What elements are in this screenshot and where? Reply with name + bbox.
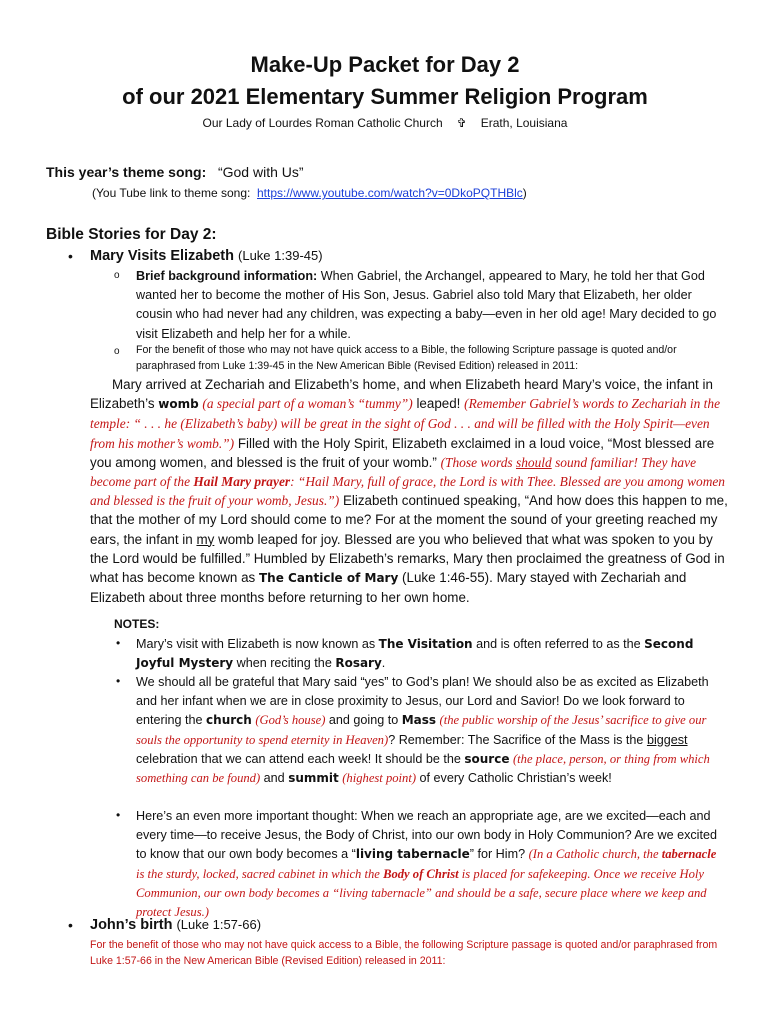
note-text: (Those words	[440, 454, 513, 470]
note-text: and going to	[328, 713, 399, 728]
theme-song-link[interactable]: https://www.youtube.com/watch?v=0DkoPQTHBlc	[257, 186, 523, 200]
term-source: source	[464, 751, 510, 766]
term-visitation: The Visitation	[378, 637, 473, 651]
scripture-text: Mary arrived at Zechariah and Elizabeth’s home, and when Elizabeth heard Mary’s voice, the infant in Elizabeth’s	[90, 377, 713, 412]
scripture-text: Filled with the Holy Spirit, Elizabeth exclaimed in a loud voice, “Most blessed are you among women, and blessed is the fruit of your womb.”	[90, 435, 715, 470]
note-text: of every Catholic Christian’s week!	[419, 771, 612, 786]
note-item-3	[136, 807, 726, 922]
theme-link-line	[92, 186, 527, 200]
scripture-text: Elizabeth continued speaking, “And how does this happen to me, that the mother of my Lord should come to me? For at the moment the sound of your greeting reached my ears, the infant in	[90, 493, 728, 547]
story1-title: Mary Visits Elizabeth	[90, 248, 234, 264]
background-info	[136, 267, 726, 344]
bullet-icon: •	[116, 808, 121, 822]
note-text: celebration that we can attend each week! It should be the	[136, 751, 461, 766]
story1-reference: (Luke 1:39-45)	[238, 248, 323, 263]
note-text: (In a Catholic church, the	[528, 847, 659, 862]
note-text: Here’s an even more important thought: When we reach an appropriate age, are we excited—each and every time—to receive Jesus, the Body of Christ, into our own body in Holy Communion? Are we excited to know that our own body becomes a “	[136, 809, 717, 862]
mass-note: (the public worship of the Jesus’ sacrifice to give our souls the opportunity to spend eternity in Heaven)	[136, 713, 707, 747]
bullet-icon: •	[68, 248, 73, 264]
term-mass: Mass	[401, 713, 437, 728]
note-text: and	[263, 771, 285, 786]
scripture-text: womb leaped for joy. Blessed are you who believed that what was spoken to you by the Lord would be fulfilled.” Humbled by Elizabeth’s remarks, Mary then proclaimed the greatness of God in what has become known as	[90, 531, 725, 586]
story2-reference: (Luke 1:57-66)	[176, 917, 262, 932]
note-text: Mary’s visit with Elizabeth is now known as	[136, 637, 376, 651]
parish-name: Our Lady of Lourdes Roman Catholic Church	[202, 116, 443, 130]
note-text: .	[381, 656, 386, 671]
source-note: (the place, person, or thing from which something can be found)	[136, 751, 710, 786]
term-church: church	[206, 713, 252, 728]
background-label: Brief background information:	[136, 269, 318, 283]
theme-link-prefix: (You Tube link to theme song:	[92, 186, 251, 200]
bullet-icon: •	[68, 917, 73, 933]
church-note: (God’s house)	[255, 713, 326, 728]
section-heading: Bible Stories for Day 2:	[46, 226, 217, 243]
term-canticle: The Canticle of Mary	[258, 571, 399, 586]
emphasis-biggest: biggest	[646, 732, 688, 747]
story1-heading	[90, 248, 323, 264]
note-item-2	[136, 673, 726, 788]
note-text: ” for Him?	[469, 847, 526, 862]
note-text: We should all be grateful that Mary said “yes” to God’s plan! We should also be as excited as Elizabeth and her infant when we are in close proximity to Jesus, our Lord and Savior! Do we look forward to entering the	[136, 675, 709, 728]
title-line-2: of our 2021 Elementary Summer Religion Program	[122, 84, 648, 109]
note-text: when reciting the	[236, 656, 332, 671]
story2-title: John’s birth	[90, 917, 173, 933]
summit-note: (highest point)	[342, 771, 417, 786]
term-body-of-christ: Body of Christ	[383, 866, 459, 881]
theme-link-suffix: )	[522, 186, 527, 200]
story2-heading	[90, 917, 261, 933]
parish-subtitle	[0, 116, 770, 130]
term-rosary: Rosary	[335, 656, 382, 671]
bullet-icon: •	[116, 636, 121, 650]
note-text: : “Hail Mary, full of grace, the Lord is with Thee. Blessed are you among women and blessed is the fruit of your womb, Jesus.”)	[90, 474, 726, 509]
note-text: sound familiar! They have become part of the	[90, 454, 697, 490]
womb-note: (a special part of a woman’s “tummy”)	[202, 396, 413, 412]
scripture-paragraph	[90, 375, 730, 607]
scripture-note-1: For the benefit of those who may not have quick access to a Bible, the following Scripture passage is quoted and/or paraphrased from Luke 1:39-45 in the New American Bible (Revised Edition) released in 2011:	[136, 344, 677, 372]
title-line-1: Make-Up Packet for Day 2	[250, 52, 520, 77]
parish-location: Erath, Louisiana	[480, 116, 568, 130]
note-text: and is often referred to as the	[476, 637, 641, 651]
circle-bullet-icon: o	[114, 270, 120, 281]
note-text: should	[515, 454, 552, 470]
zechariah-note: (Remember Gabriel’s words to Zechariah in the temple: “ . . . he (Elizabeth’s baby) will be great in the sight of God . . . and will be filled with the Holy Spirit—even from his mother’s womb.”)	[90, 396, 721, 451]
term-tabernacle: tabernacle	[661, 847, 717, 862]
note-text: is the sturdy, locked, sacred cabinet in which the	[136, 866, 380, 881]
note-item-1	[136, 635, 726, 673]
emphasis-my: my	[196, 531, 215, 547]
term-second-joyful-mystery: Second Joyful Mystery	[136, 637, 694, 671]
term-living-tabernacle: living tabernacle	[355, 847, 470, 862]
bullet-icon: •	[116, 674, 121, 688]
term-womb: womb	[158, 397, 199, 412]
scripture-note-2: For the benefit of those who may not have quick access to a Bible, the following Scripture passage is quoted and/or paraphrased from Luke 1:57-66 in the New American Bible (Revised Edition) released in 2011:	[90, 939, 718, 967]
note-text: is placed for safekeeping. Once we receive Holy Communion, our own body becomes a “living tabernacle” and should be a safe, secure place where we keep and protect Jesus.)	[136, 866, 707, 920]
background-text: When Gabriel, the Archangel, appeared to Mary, he told her that God wanted her to become the mother of His Son, Jesus. Gabriel also told Mary that Elizabeth, her older cousin who had never had any children, was expecting a baby—even in her old age! Mary decided to go visit Elizabeth and help her for a while.	[136, 269, 717, 341]
cross-icon: ✞	[456, 116, 467, 130]
circle-bullet-icon: o	[114, 346, 120, 357]
theme-song-line	[46, 164, 304, 180]
theme-song-title: “God with Us”	[217, 164, 304, 180]
notes-label: NOTES:	[114, 617, 160, 631]
scripture-text: leaped!	[416, 396, 461, 412]
term-hail-mary: Hail Mary prayer	[193, 474, 291, 490]
scripture-text: (Luke 1:46-55). Mary stayed with Zechariah and Elizabeth about three months before returning to her own home.	[90, 570, 687, 606]
theme-song-label: This year’s theme song:	[46, 164, 207, 180]
note-text: ? Remember: The Sacrifice of the Mass is the	[388, 732, 644, 747]
term-summit: summit	[288, 771, 339, 786]
